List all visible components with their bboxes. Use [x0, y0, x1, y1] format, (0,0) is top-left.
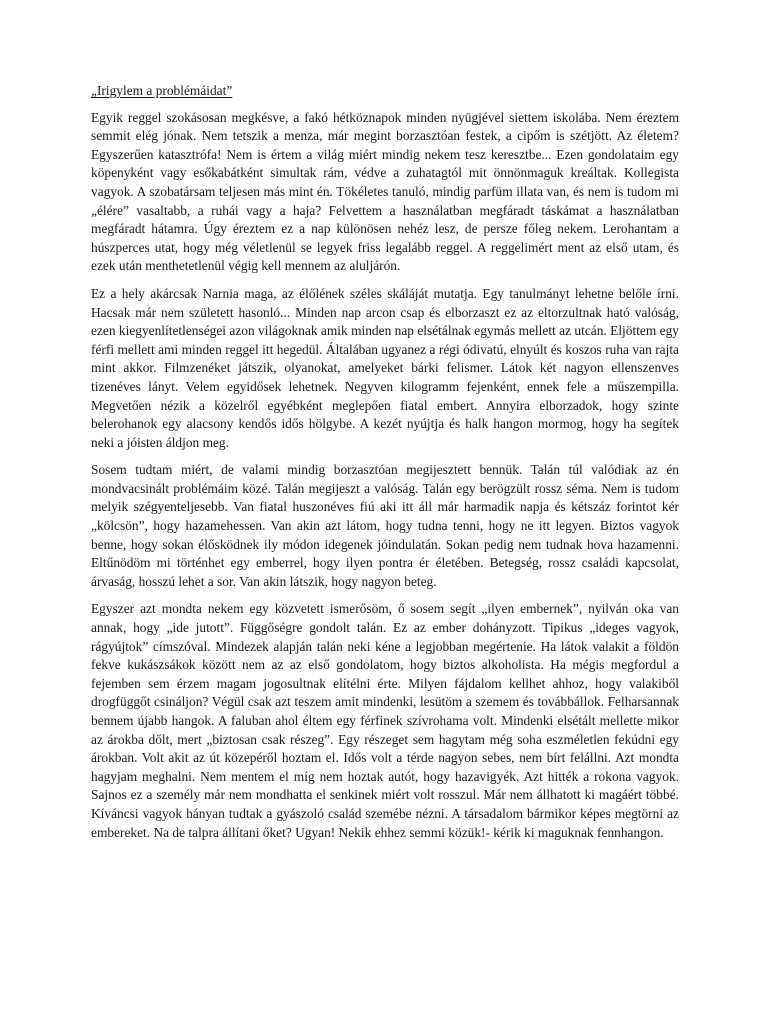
- document-body: [91, 82, 679, 851]
- paragraph-1: Egyik reggel szokásosan megkésve, a fakó hétköznapok minden nyügjével siettem iskolába. Nem éreztem semmit elég jónak. Nem tetszik a menza, már megint borzasztóan festek, a cipőm is szétjött. Az életem? Egyszerűen katasztrófa! Nem is értem a világ miért mindig nekem tesz keresztbe... Ezen gondolataim egy köpenyként vagy esőkabátként simultak rám, védve a zuhatagtól mit önnönmaguk kreáltak. Kollegista vagyok. A szobatársam teljesen más mint én. Tökéletes tanuló, mindig parfüm illata van, és nem is tudom mi „élére” vasaltabb, a ruhái vagy a haja? Felvettem a használatban megfáradt táskámat a használatban megfáradt hátamra. Úgy éreztem ez a nap különösen nehéz lesz, de persze főleg nekem. Lerohantam a húszperces utat, hogy még véletlenül se legyek friss legalább reggel. A reggelimért ment az első utam, és ezek után menthetetlenül végig kell mennem az aluljárón.: [91, 109, 679, 274]
- paragraph-3: Sosem tudtam miért, de valami mindig borzasztóan megijesztett bennük. Talán túl valódiak az én mondvacsinált problémáim közé. Talán megijeszt a valóság. Talán egy berögzült rossz séma. Nem is tudom melyik szégyenteljesebb. Van fiatal huszonéves fiú aki itt áll már harmadik napja és kétszáz forintot kér „kölcsön”, hogy hazamehessen. Van akin azt látom, hogy tudna tenni, hogy ne itt legyen. Biztos vagyok benne, hogy sokan élősködnek ily módon idegenek jóindulatán. Sokan pedig nem tudnak hova hazamenni. Eltűnödöm mi történhet egy emberrel, hogy ilyen pontra ér életében. Betegség, rossz családi kapcsolat, árvaság, hosszú lehet a sor. Van akin látszik, hogy nagyon beteg.: [91, 462, 679, 589]
- paragraph-2: Ez a hely akárcsak Narnia maga, az élőlének széles skáláját mutatja. Egy tanulmányt lehetne belőle írni. Hacsak már nem született hasonló... Minden nap arcon csap és elborzaszt ez az eltorzultnak ható valóság, ezen kiegyenlítetlenségei azon világoknak amik minden nap elsétálnak egymás mellett az utcán. Eljöttem egy férfi mellett ami minden reggel itt hegedül. Általában ugyanez a régi ódivatú, elnyúlt és koszos ruha van rajta mint akkor. Filmzenéket játszik, olyanokat, amelyeket bárki felismer. Látok két nagyon ellenszenves tizenéves lányt. Velem egyidősek lehetnek. Negyven kilogramm fejenként, ennek fele a műszempilla. Megvetően nézik a közelről egyébként meglepően fiatal embert. Annyira elborzadok, hogy szinte belerohanok egy alacsony kendős idős hölgybe. A kezét nyújtja és halk hangon mormog, hogy ha segítek neki a jóisten áldjon meg.: [91, 285, 679, 450]
- document-title: „Irigylem a problémáidat”: [91, 83, 233, 98]
- paragraph-4: Egyszer azt mondta nekem egy közvetett ismerősöm, ő sosem segít „ilyen embernek”, nyilván oka van annak, hogy „ide jutott”. Függőségre gondolt talán. Ez az ember dohányzott. Tipikus „ideges vagyok, rágyújtok” címszóval. Mindezek alapján talán neki kéne a legjobban megértenie. Ha látok valakit a földön fekve kukászsákok között nem az az első gondolatom, hogy biztos alkoholista. Ha mégis megfordul a fejemben sem érzem magam jogosultnak elítélni érte. Milyen fájdalom kellhet ahhoz, hogy valakiből drogfüggőt csináljon? Végül csak azt teszem amit mindenki, lesütöm a szemem és továbbállok. Felharsannak bennem újabb hangok. A faluban ahol éltem egy férfinek szívrohama volt. Mindenki elsétált mellette mikor az árokba dőlt, mert „biztosan csak részeg”. Egy részeget sem hagytam még soha eszméletlen fekúdni egy árokban. Volt akit az út közepéről hoztam el. Idős volt a térde nagyon sebes, nem bírt felállni. Azt mondta hagyjam meghalni. Nem mentem el míg nem hoztak autót, hogy hazavigyék. Azt hitték a rokona vagyok. Sajnos ez a személy már nem mondhatta el senkinek miért volt rosszul. Már nem állhatott ki magáért többé. Kíváncsi vagyok hányan tudtak a gyászoló család szemébe nézni. A társadalom bármikor képes megtörni az embereket. Na de talpra állítani őket? Ugyan! Nekik ehhez semmi közük!- kérik ki maguknak fennhangon.: [91, 601, 679, 840]
